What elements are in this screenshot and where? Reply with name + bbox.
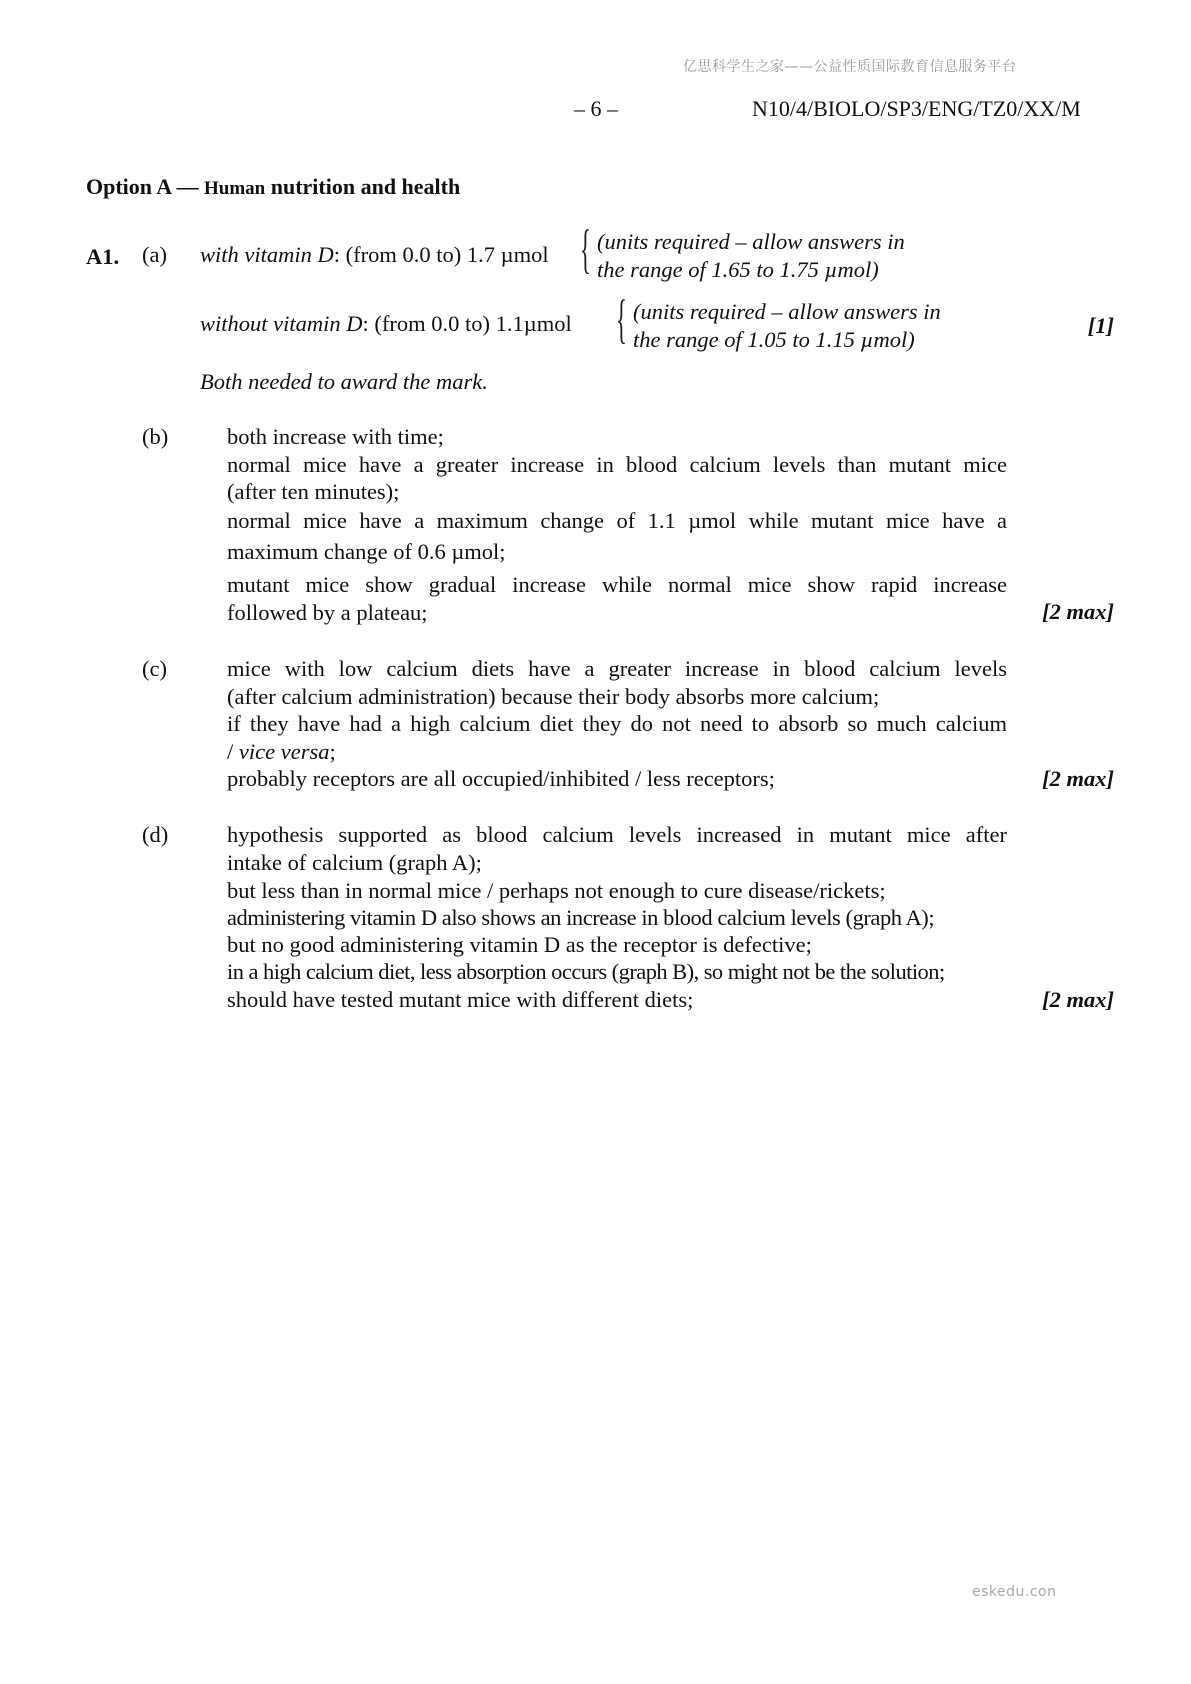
part-c-line (227, 738, 1007, 766)
section-topic-rest: nutrition and health (270, 174, 461, 199)
part-d-line: intake of calcium (graph A); (227, 850, 482, 875)
with-vitamin-label: with vitamin D (200, 242, 334, 267)
without-note-line-1: (units required – allow answers in (633, 299, 941, 324)
with-note-line-2: the range of 1.65 to 1.75 µmol) (597, 257, 879, 282)
part-b-line: mutant mice show gradual increase while normal mice show rapid increase (227, 572, 1007, 597)
part-c-label: (c) (142, 656, 167, 681)
watermark-bottom: eskedu.con (972, 1584, 1057, 1600)
part-a-label: (a) (142, 242, 167, 267)
part-c-line: (after calcium administration) because their body absorbs more calcium; (227, 684, 880, 709)
watermark-top: 亿思科学生之家——公益性质国际教育信息服务平台 (683, 59, 1017, 75)
part-b-line: (after ten minutes); (227, 479, 400, 504)
with-note-line-1: (units required – allow answers in (597, 229, 905, 254)
part-c-mark: [2 max] (1042, 766, 1114, 791)
section-topic-first: Human (203, 178, 266, 199)
part-c-line: mice with low calcium diets have a greater increase in blood calcium levels (227, 656, 1007, 681)
part-d-line: administering vitamin D also shows an increase in blood calcium levels (graph A); (227, 905, 935, 930)
part-b-line: normal mice have a greater increase in blood calcium levels than mutant mice (227, 452, 1007, 477)
with-vitamin-value: : (from 0.0 to) 1.7 µmol (333, 242, 549, 267)
without-vitamin-note (633, 298, 941, 354)
part-d-label: (d) (142, 822, 169, 847)
part-d-line: hypothesis supported as blood calcium levels increased in mutant mice after (227, 822, 1007, 847)
part-b-label: (b) (142, 424, 169, 449)
part-d-line: should have tested mutant mice with different diets; (227, 987, 694, 1012)
part-d-mark: [2 max] (1042, 987, 1114, 1012)
part-d-line: in a high calcium diet, less absorption occurs (graph B), so might not be the solution; (227, 959, 945, 984)
part-a-footnote: Both needed to award the mark. (200, 369, 488, 394)
without-vitamin-value: : (from 0.0 to) 1.1µmol (362, 311, 572, 336)
vice-versa: vice versa (238, 739, 330, 764)
part-b-line: followed by a plateau; (227, 600, 428, 625)
part-c-semicolon: ; (329, 739, 336, 764)
question-number: A1. (86, 244, 120, 269)
brace-2: { (616, 289, 627, 349)
part-c-line: if they have had a high calcium diet they do not need to absorb so much calcium (227, 711, 1007, 736)
page-number: – 6 – (574, 96, 618, 121)
part-a-without-line (200, 311, 572, 337)
part-c-line: probably receptors are all occupied/inhibited / less receptors; (227, 766, 775, 791)
part-d-line: but no good administering vitamin D as the receptor is defective; (227, 932, 812, 957)
section-option: Option A — (86, 174, 199, 199)
part-b-line: both increase with time; (227, 424, 444, 449)
without-vitamin-label: without vitamin D (200, 311, 363, 336)
with-vitamin-note (597, 228, 905, 284)
part-d-line: but less than in normal mice / perhaps not enough to cure disease/rickets; (227, 878, 886, 903)
part-b-mark: [2 max] (1042, 599, 1114, 624)
part-c-slash: / (227, 739, 239, 764)
part-a-mark: [1] (1087, 313, 1114, 338)
brace-1: { (580, 219, 591, 279)
section-title (86, 174, 460, 200)
paper-code: N10/4/BIOLO/SP3/ENG/TZ0/XX/M (752, 96, 1081, 121)
without-note-line-2: the range of 1.05 to 1.15 µmol) (633, 327, 915, 352)
part-b-line: maximum change of 0.6 µmol; (227, 539, 506, 564)
part-b-line: normal mice have a maximum change of 1.1 µmol while mutant mice have a (227, 508, 1007, 533)
part-a-with-line (200, 242, 549, 268)
